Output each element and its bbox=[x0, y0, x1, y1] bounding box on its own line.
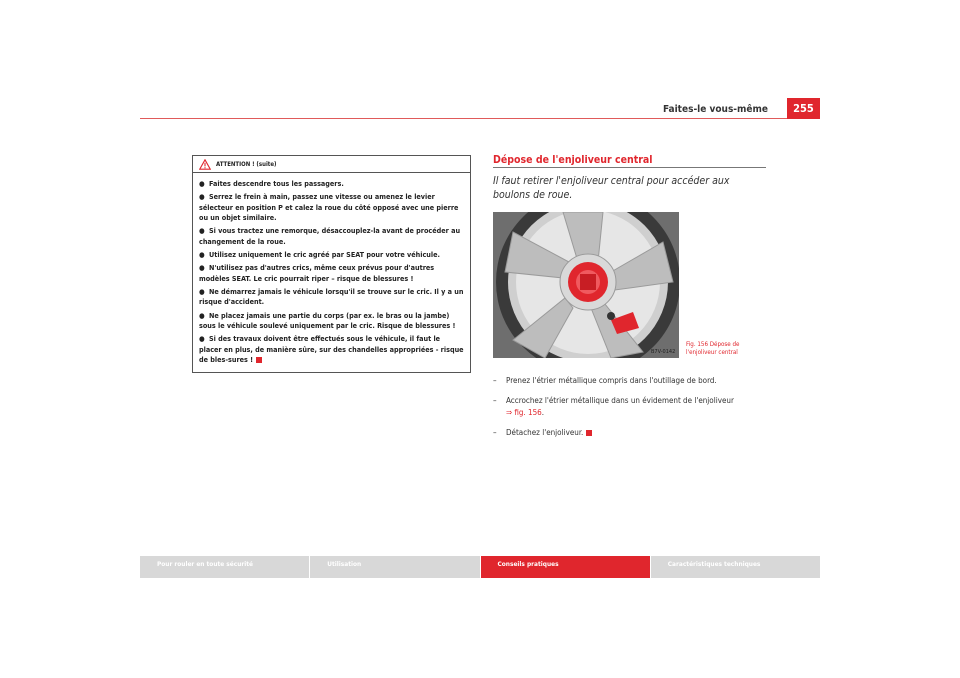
end-of-section-icon bbox=[256, 357, 262, 363]
warning-item: ● Utilisez uniquement le cric agréé par SEAT pour votre véhicule. bbox=[199, 250, 440, 260]
wheel-illustration bbox=[493, 212, 679, 358]
instruction-step: – Prenez l'étrier métallique compris dans l'outillage de bord. bbox=[493, 376, 717, 385]
section-rule bbox=[493, 167, 766, 168]
instruction-step: – Détachez l'enjoliveur. bbox=[493, 427, 775, 439]
tab-safety[interactable]: Pour rouler en toute sécurité bbox=[140, 556, 309, 578]
wheel-cover-figure bbox=[493, 212, 679, 358]
tab-usage[interactable]: Utilisation bbox=[310, 556, 479, 578]
section-title: Dépose de l'enjoliveur central bbox=[493, 154, 653, 166]
warning-triangle-icon bbox=[199, 159, 211, 170]
figure-code: B7V-0142 bbox=[651, 349, 676, 355]
instruction-steps bbox=[493, 375, 775, 447]
page-number: 255 bbox=[787, 98, 820, 119]
warning-box bbox=[192, 155, 471, 373]
warning-item: ● Si vous tractez une remorque, désaccouplez-la avant de procéder au changement de la roue. bbox=[199, 226, 461, 246]
warning-item: ● Ne placez jamais une partie du corps (par ex. le bras ou la jambe) sous le véhicule soulevé uniquement par le cric. Risque de blessures ! bbox=[199, 310, 456, 331]
tab-technical-specs[interactable]: Caractéristiques techniques bbox=[651, 556, 820, 578]
warning-title: ATTENTION ! (suite) bbox=[216, 160, 277, 168]
warning-item: ● N'utilisez pas d'autres crics, même ceux prévus pour d'autres modèles SEAT. Le cric pourrait riper – risque de blessures ! bbox=[199, 263, 435, 283]
warning-item: ● Si des travaux doivent être effectués sous le véhicule, il faut le placer en plus, de manière sûre, sur des chandelles appropriées - risque de bles-sures ! bbox=[199, 334, 464, 365]
warning-list bbox=[193, 173, 470, 366]
instruction-step: – Accrochez l'étrier métallique dans un évidement de l'enjoliveur ⇒ fig. 156. bbox=[493, 396, 734, 417]
warning-item: ● Ne démarrez jamais le véhicule lorsqu'il se trouve sur le cric. Il y a un risque d'accident. bbox=[199, 286, 464, 307]
section-intro: Il faut retirer l'enjoliveur central pour accéder aux boulons de roue. bbox=[493, 175, 730, 201]
end-of-section-icon bbox=[586, 430, 592, 436]
figure-link[interactable]: ⇒ fig. 156 bbox=[506, 408, 542, 417]
warning-item: ● Serrez le frein à main, passez une vitesse ou amenez le levier sélecteur en position P et calez la roue du côté opposé avec une pierre ou un objet similaire. bbox=[199, 192, 459, 223]
footer-nav bbox=[140, 556, 820, 578]
warning-header bbox=[193, 156, 470, 173]
header-rule bbox=[140, 118, 820, 119]
chapter-title: Faites-le vous-même bbox=[662, 104, 768, 115]
tab-practical-advice[interactable]: Conseils pratiques bbox=[481, 556, 650, 578]
warning-item: ● Faites descendre tous les passagers. bbox=[199, 179, 344, 188]
figure-caption: Fig. 156 Dépose de l'enjoliveur central bbox=[686, 341, 740, 356]
